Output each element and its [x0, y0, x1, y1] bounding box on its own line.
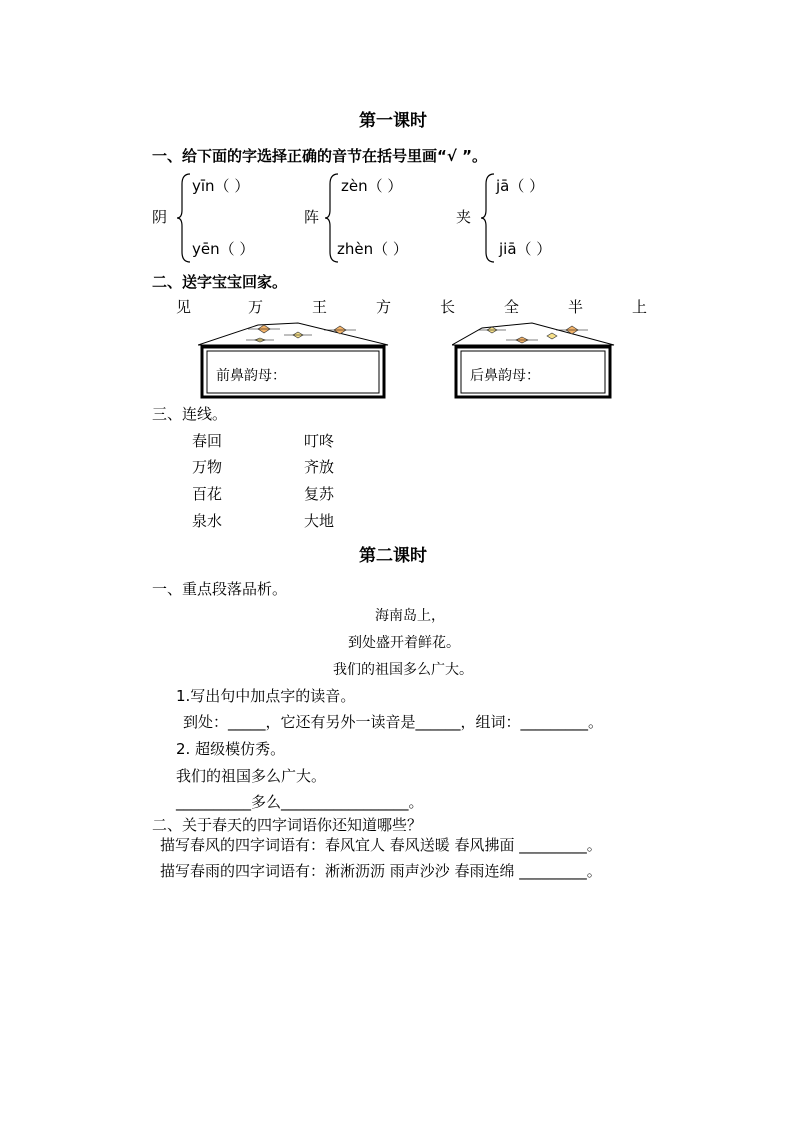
l2-sub2-prompt: 2. 超级模仿秀。 [176, 740, 286, 758]
house-front-label: 前鼻韵母： [216, 368, 286, 384]
poem-line: 我们的祖国多么广大。 [333, 662, 473, 678]
q2-char: 长 [440, 298, 456, 316]
spring-wind-words: 描写春风的四字词语有：春风宜人 春风送暖 春风拂面 _________。 [160, 836, 602, 854]
q2-char: 上 [632, 298, 648, 316]
lesson1-title: 第一课时 [359, 111, 427, 131]
q2-char: 王 [312, 298, 328, 316]
q3-heading: 三、连线。 [152, 405, 228, 423]
poem-line: 到处盛开着鲜花。 [348, 635, 460, 651]
q1-char-2: 阵 [304, 208, 320, 226]
q3-right-item: 齐放 [304, 458, 335, 476]
brace-1 [176, 172, 192, 264]
q2-char: 见 [176, 298, 192, 316]
brace-3 [480, 172, 496, 264]
q1-heading: 一、给下面的字选择正确的音节在括号里画“√ ”。 [152, 147, 487, 165]
l2-sub1-prompt: 1.写出句中加点字的读音。 [176, 687, 356, 705]
q1-pinyin-1-top: yīn（ ） [192, 177, 250, 195]
q2-char: 半 [568, 298, 584, 316]
q1-pinyin-3-bottom: jiā（ ） [499, 240, 552, 258]
spring-rain-words: 描写春雨的四字词语有：淅淅沥沥 雨声沙沙 春雨连绵 _________。 [160, 862, 602, 880]
q2-char: 全 [504, 298, 520, 316]
l2-sub2-example: 我们的祖国多么广大。 [176, 767, 327, 785]
l2-sub1-answer-line: 到处：_____，它还有另外一读音是______，组词：_________。 [183, 713, 604, 731]
q1-pinyin-1-bottom: yēn（ ） [192, 240, 255, 258]
q1-pinyin-2-top: zèn（ ） [341, 177, 403, 195]
l2-q2-heading: 二、关于春天的四字词语你还知道哪些？ [152, 816, 423, 834]
lesson2-title: 第二课时 [359, 546, 427, 566]
house-back-label: 后鼻韵母： [470, 368, 540, 384]
ornament-diamond-icon [547, 333, 557, 339]
poem-line: 海南岛上， [375, 608, 445, 624]
q1-pinyin-2-bottom: zhèn（ ） [337, 240, 408, 258]
q1-char-3: 夹 [456, 208, 472, 226]
q3-left-item: 春回 [192, 432, 223, 450]
l2-sub2-blank: __________多么_________________。 [176, 793, 424, 811]
q3-left-item: 万物 [192, 458, 223, 476]
q1-char-1: 阴 [152, 208, 168, 226]
q2-char: 方 [376, 298, 392, 316]
q3-left-item: 泉水 [192, 512, 223, 530]
q3-right-item: 叮咚 [304, 432, 335, 450]
house-back-nasal [452, 320, 616, 400]
house-front-nasal [198, 320, 390, 400]
q3-left-item: 百花 [192, 485, 223, 503]
q2-char: 万 [248, 298, 264, 316]
q3-right-item: 大地 [304, 512, 335, 530]
q3-right-item: 复苏 [304, 485, 335, 503]
q2-heading: 二、送字宝宝回家。 [152, 273, 288, 291]
l2-q1-heading: 一、重点段落品析。 [152, 580, 288, 598]
q1-pinyin-3-top: jā（ ） [496, 177, 545, 195]
